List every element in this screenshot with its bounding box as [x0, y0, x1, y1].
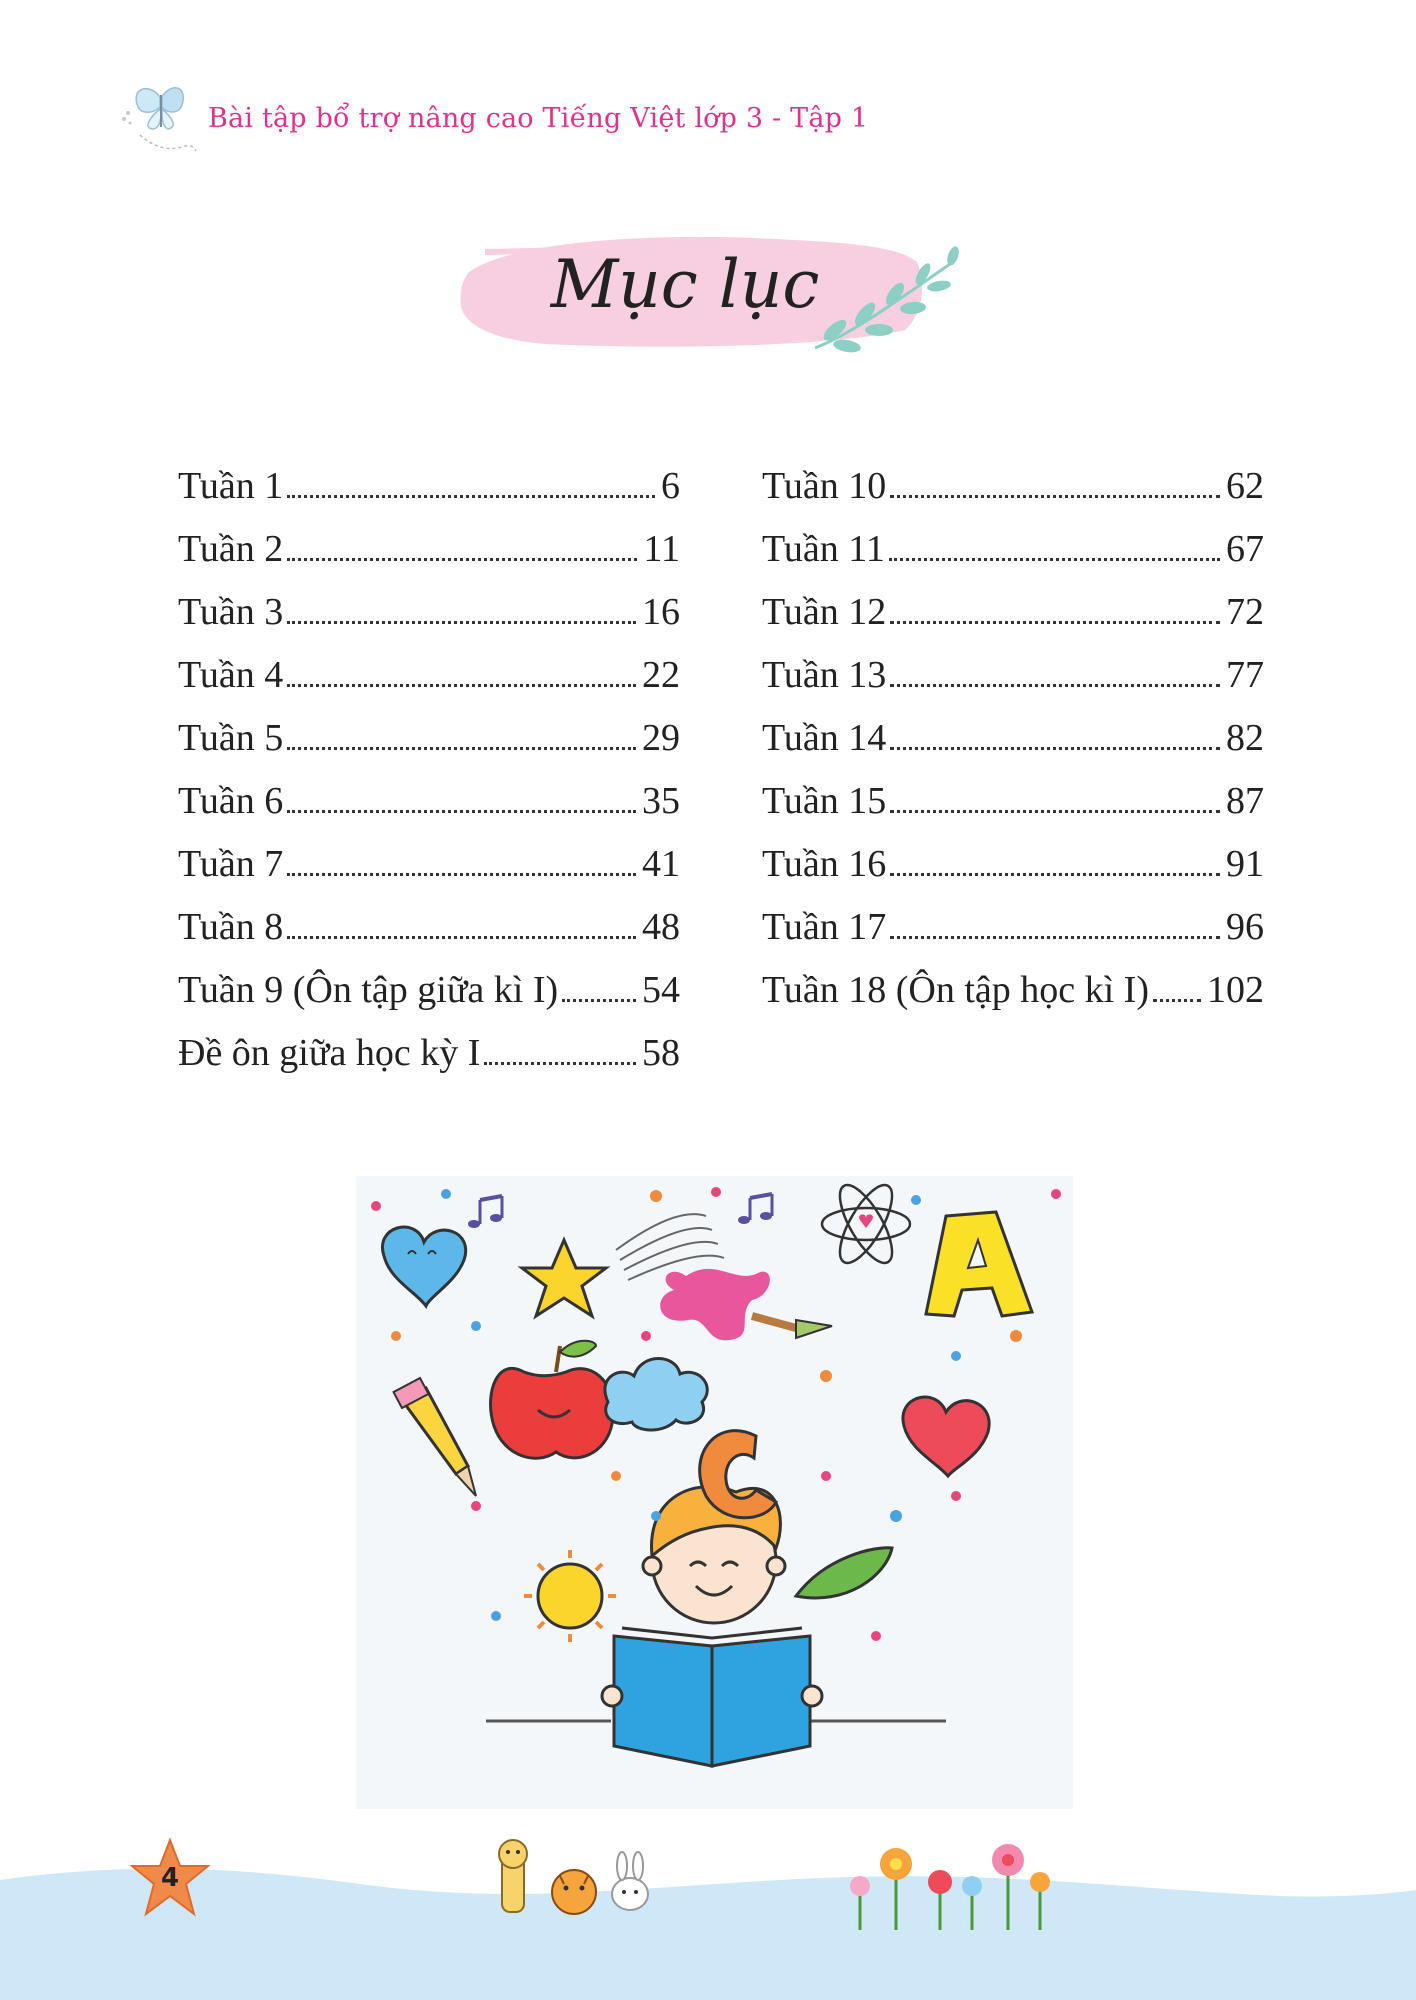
toc-entry[interactable] — [762, 833, 1264, 896]
toc-entry-label: Tuần 12 — [762, 591, 887, 633]
leaf-icon — [796, 1548, 892, 1598]
toc-leader-dots — [287, 936, 636, 939]
toc-entry[interactable] — [762, 518, 1264, 581]
toc-entry-page: 48 — [642, 906, 680, 948]
toc-left-column — [178, 455, 680, 1085]
toc-entry-label: Tuần 17 — [762, 906, 887, 948]
toc-entry-label: Tuần 1 — [178, 465, 284, 507]
toc-entry[interactable] — [178, 896, 680, 959]
reading-child-illustration — [356, 1176, 1073, 1809]
page-number-badge — [130, 1838, 210, 1918]
toc-leader-dots — [287, 621, 636, 624]
toc-entry-label: Tuần 4 — [178, 654, 284, 696]
flower-icon — [928, 1870, 952, 1894]
toc-entry-page: 6 — [661, 465, 680, 507]
toc-entry-label: Tuần 9 (Ôn tập giữa kì I) — [178, 969, 559, 1011]
toc-leader-dots — [287, 558, 637, 561]
heart-icon — [903, 1397, 989, 1476]
toc-entry[interactable] — [178, 581, 680, 644]
toc-leader-dots — [287, 747, 636, 750]
open-book-icon — [602, 1628, 822, 1766]
rabbit-icon — [612, 1852, 648, 1910]
apple-icon — [491, 1341, 614, 1458]
toc-entry[interactable] — [762, 644, 1264, 707]
music-note-icon — [738, 1194, 772, 1224]
toc-entry[interactable] — [762, 455, 1264, 518]
toc-right-column — [762, 455, 1264, 1022]
toc-entry-label: Tuần 6 — [178, 780, 284, 822]
toc-entry-page: 62 — [1226, 465, 1264, 507]
page-number: 4 — [160, 1863, 180, 1893]
toc-leader-dots — [287, 684, 636, 687]
toc-entry[interactable] — [178, 1022, 680, 1085]
svg-text:C: C — [726, 1476, 727, 1477]
toc-entry-label: Tuần 13 — [762, 654, 887, 696]
toc-entry-label: Đề ôn giữa học kỳ I — [178, 1032, 481, 1074]
toc-entry-page: 82 — [1226, 717, 1264, 759]
svg-text:A: A — [968, 1266, 969, 1267]
toc-entry-label: Tuần 10 — [762, 465, 887, 507]
toc-leader-dots — [287, 810, 636, 813]
toc-entry-page: 22 — [642, 654, 680, 696]
toc-entry-label: Tuần 18 (Ôn tập học kì I) — [762, 969, 1149, 1011]
letter-a-icon — [926, 1212, 1032, 1316]
toc-entry-page: 54 — [642, 969, 680, 1011]
toc-entry-label: Tuần 3 — [178, 591, 284, 633]
toc-entry[interactable] — [762, 896, 1264, 959]
toc-leader-dots — [890, 873, 1220, 876]
toc-entry-label: Tuần 8 — [178, 906, 284, 948]
toc-entry-page: 102 — [1207, 969, 1264, 1011]
pencil-icon — [394, 1378, 476, 1496]
toc-entry[interactable] — [178, 518, 680, 581]
footer-wave — [0, 1820, 1416, 2000]
cloud-icon — [605, 1359, 707, 1431]
book-title: Bài tập bổ trợ nâng cao Tiếng Việt lớp 3 - Tập 1 — [208, 102, 869, 134]
flower-icon — [962, 1876, 982, 1896]
toc-entry[interactable] — [178, 644, 680, 707]
toc-entry-page: 77 — [1226, 654, 1264, 696]
music-note-icon — [468, 1196, 502, 1228]
toc-leader-dots — [890, 810, 1220, 813]
animal-friends-illustration — [490, 1836, 670, 1916]
flowers-illustration — [840, 1830, 1070, 1930]
giraffe-icon — [499, 1840, 527, 1912]
toc-entry[interactable] — [178, 707, 680, 770]
toc-entry-label: Tuần 15 — [762, 780, 887, 822]
flower-icon — [850, 1876, 870, 1896]
toc-leader-dots — [890, 684, 1220, 687]
toc-leader-dots — [287, 873, 636, 876]
tiger-icon — [552, 1870, 596, 1914]
toc-entry-label: Tuần 11 — [762, 528, 885, 570]
toc-entry[interactable] — [762, 770, 1264, 833]
toc-entry-page: 87 — [1226, 780, 1264, 822]
star-icon — [522, 1240, 606, 1316]
toc-entry-label: Tuần 14 — [762, 717, 887, 759]
toc-entry-label: Tuần 2 — [178, 528, 284, 570]
toc-entry-page: 29 — [642, 717, 680, 759]
toc-entry[interactable] — [762, 707, 1264, 770]
toc-entry[interactable] — [178, 959, 680, 1022]
toc-entry-page: 72 — [1226, 591, 1264, 633]
letter-c-icon — [700, 1431, 776, 1518]
toc-leader-dots — [890, 747, 1220, 750]
toc-entry[interactable] — [178, 770, 680, 833]
toc-leader-dots — [484, 1062, 636, 1065]
toc-leader-dots — [562, 999, 636, 1002]
toc-entry[interactable] — [178, 455, 680, 518]
toc-entry-page: 91 — [1226, 843, 1264, 885]
toc-leader-dots — [890, 621, 1220, 624]
atom-icon — [822, 1178, 910, 1270]
sun-icon — [524, 1550, 616, 1642]
flower-icon — [1030, 1872, 1050, 1892]
toc-leader-dots — [890, 495, 1220, 498]
toc-entry-page: 58 — [642, 1032, 680, 1074]
toc-leader-dots — [890, 936, 1220, 939]
toc-entry-label: Tuần 16 — [762, 843, 887, 885]
butterfly-icon — [120, 77, 202, 159]
toc-entry-label: Tuần 7 — [178, 843, 284, 885]
page-title: Mục lục — [550, 246, 820, 323]
toc-leader-dots — [889, 558, 1220, 561]
toc-entry-page: 67 — [1226, 528, 1264, 570]
toc-entry[interactable] — [762, 959, 1264, 1022]
page-header — [120, 78, 868, 158]
toc-entry[interactable] — [762, 581, 1264, 644]
page-title-banner — [455, 222, 965, 362]
toc-entry-page: 41 — [642, 843, 680, 885]
toc-leader-dots — [1153, 999, 1201, 1002]
heart-icon — [382, 1227, 465, 1306]
toc-entry-page: 96 — [1226, 906, 1264, 948]
toc-entry[interactable] — [178, 833, 680, 896]
toc-entry-page: 11 — [643, 528, 680, 570]
toc-entry-label: Tuần 5 — [178, 717, 284, 759]
toc-entry-page: 35 — [642, 780, 680, 822]
paint-brush-icon — [660, 1269, 832, 1341]
toc-entry-page: 16 — [642, 591, 680, 633]
toc-leader-dots — [287, 495, 655, 498]
